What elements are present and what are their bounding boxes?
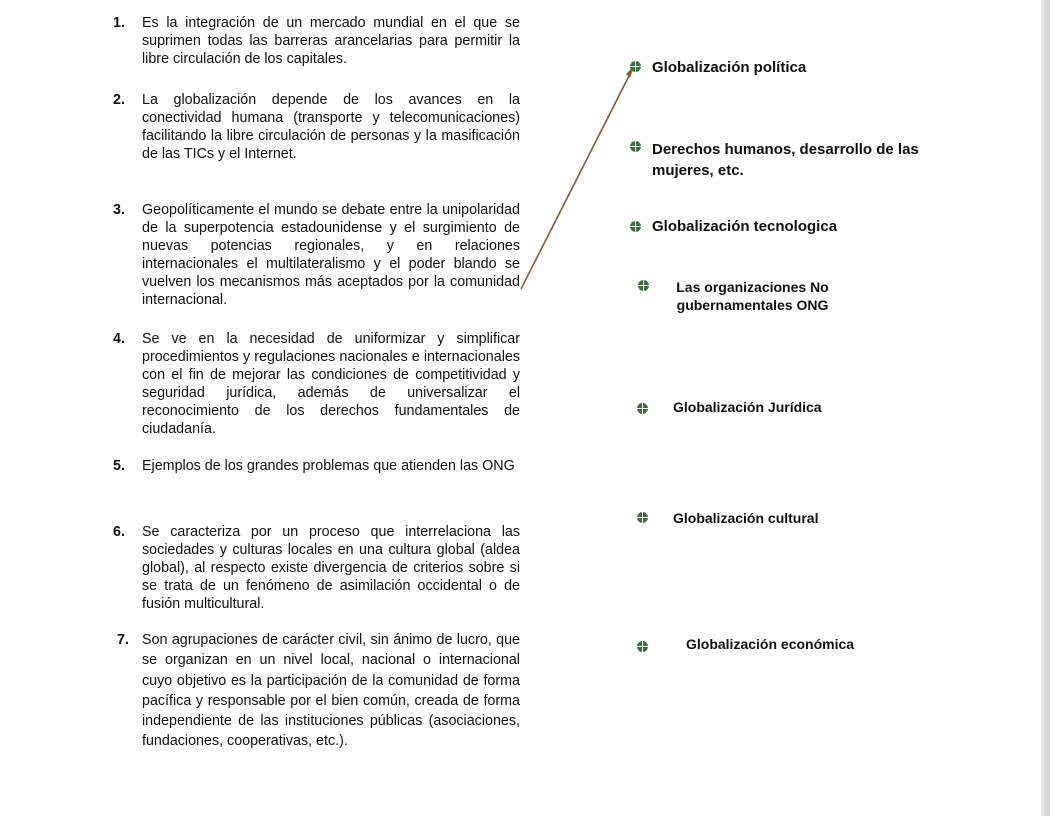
question-1	[113, 14, 520, 68]
question-number: 6.	[113, 524, 125, 540]
answer-label: Globalización Jurídica	[673, 399, 822, 415]
question-number: 4.	[113, 331, 125, 347]
question-number: 1.	[113, 15, 125, 31]
page-edge-shadow	[1041, 0, 1050, 816]
question-2	[113, 91, 520, 163]
answer-5	[673, 398, 822, 417]
answer-7	[686, 635, 854, 654]
question-7	[117, 630, 520, 752]
bullet-icon	[637, 512, 648, 523]
question-text: Se ve en la necesidad de uniformizar y simplificar procedimientos y regulaciones nacionales e internacionales con el fin de mejorar las condiciones de competitividad y seguridad jurídica, además de universalizar el reconocimiento de los derechos fundamentales de ciudadanía.	[142, 331, 520, 437]
answer-label: Las organizaciones No gubernamentales ONG	[676, 279, 829, 313]
question-text: La globalización depende de los avances en la conectividad humana (transporte y telecomunicaciones) facilitando la libre circulación de personas y la masificación de las TICs y el Internet.	[142, 92, 520, 162]
answer-3	[652, 217, 837, 236]
answer-label: Derechos humanos, desarrollo de las mujeres, etc.	[652, 141, 919, 179]
question-text: Ejemplos de los grandes problemas que atienden las ONG	[142, 458, 515, 474]
question-text: Geopolíticamente el mundo se debate entre la unipolaridad de la superpotencia estadounidense y el surgimiento de nuevas potencias regionales, y en relaciones internacionales el multilateralismo y el poder blando se vuelven los mecanismos más aceptados por la comunidad internacional.	[142, 202, 520, 308]
question-6	[113, 523, 520, 613]
bullet-icon	[630, 221, 641, 232]
question-text: Es la integración de un mercado mundial en el que se suprimen todas las barreras arancelarias para permitir la libre circulación de los capitales.	[142, 15, 520, 67]
answer-label: Globalización cultural	[673, 510, 819, 526]
bullet-icon	[638, 280, 649, 291]
answer-label: Globalización tecnologica	[652, 218, 838, 235]
answer-label: Globalización política	[652, 59, 807, 76]
bullet-icon	[630, 141, 641, 152]
bullet-icon	[630, 61, 641, 72]
question-number: 3.	[113, 202, 125, 218]
question-5	[113, 457, 520, 475]
answer-6	[673, 509, 818, 528]
bullet-icon	[637, 641, 648, 652]
answer-1	[652, 58, 806, 77]
question-4	[113, 330, 520, 438]
connector-stroke	[521, 72, 631, 289]
question-3	[113, 201, 520, 309]
answer-4	[660, 278, 845, 314]
question-number: 5.	[113, 458, 125, 474]
bullet-icon	[637, 403, 648, 414]
question-number: 7.	[117, 632, 129, 648]
question-text: Son agrupaciones de carácter civil, sin ánimo de lucro, que se organizan en un nivel local, nacional o internacional cuyo objetivo es la participación de la comunidad de forma pacífica y responsable por el bien común, creada de forma independiente de las instituciones públicas (asociaciones, fundaciones, cooperativas, etc.).	[142, 632, 520, 750]
answer-2	[652, 139, 952, 181]
answer-label: Globalización económica	[686, 636, 855, 652]
question-text: Se caracteriza por un proceso que interrelaciona las sociedades y culturas locales en una cultura global (aldea global), al respecto existe divergencia de criterios sobre si se trata de un fenómeno de asimilación occidental o de fusión multicultural.	[142, 524, 520, 612]
question-number: 2.	[113, 92, 125, 108]
